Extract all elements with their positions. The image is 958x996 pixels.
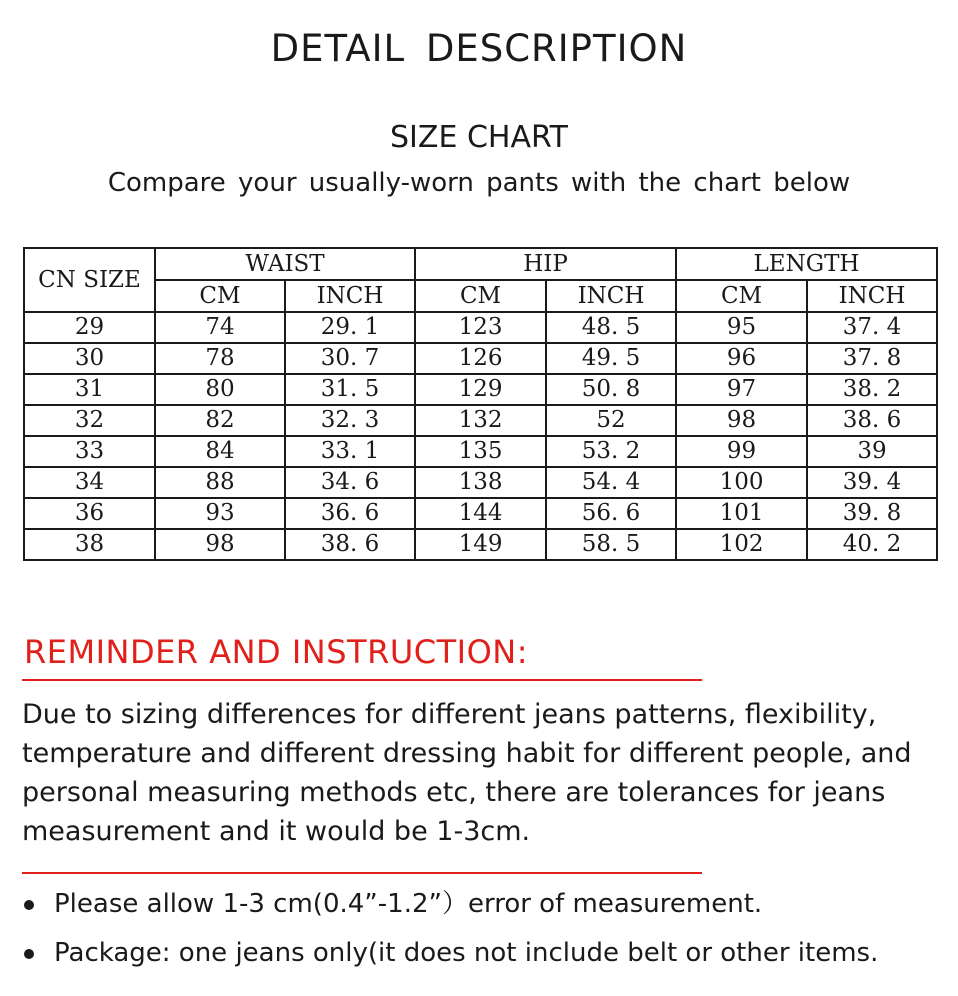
waist-cm-cell: 74 [155,312,285,343]
table-row [24,343,937,374]
bullet-icon [24,900,34,910]
waist-cm-cell: 98 [155,529,285,560]
waist-cm-cell: 80 [155,374,285,405]
waist-cm-cell: 88 [155,467,285,498]
note-text: Please allow 1-3 cm(0.4”-1.2”）error of measurement. [54,889,763,919]
note-text: Package: one jeans only(it does not include belt or other items. [54,938,879,968]
header-row-groups [24,248,937,280]
hip-cm-cell: 126 [415,343,546,374]
notes-list [22,886,952,984]
header-hip-inch: INCH [546,280,676,312]
reminder-text: Due to sizing differences for different jeans patterns, flexibility, temperature and different dressing habit for different people, and personal measuring methods etc, there are tolerances for jeans measurement and it would be 1-3cm. [22,699,912,847]
header-row-units [24,280,937,312]
bullet-icon [24,949,34,959]
size-cell: 29 [24,312,155,343]
header-cn-size: CN SIZE [24,248,155,312]
table-row [24,436,937,467]
hip-cm-cell: 149 [415,529,546,560]
waist-inch-cell: 30. 7 [285,343,415,374]
header-hip: HIP [415,248,676,280]
size-cell: 34 [24,467,155,498]
hip-inch-cell: 48. 5 [546,312,676,343]
size-chart-table [23,247,938,561]
size-chart-title: SIZE CHART [390,120,568,155]
hip-cm-cell: 129 [415,374,546,405]
size-cell: 38 [24,529,155,560]
waist-cm-cell: 84 [155,436,285,467]
table-row [24,498,937,529]
length-inch-cell: 39 [807,436,937,467]
waist-inch-cell: 36. 6 [285,498,415,529]
size-chart-header [24,248,937,312]
hip-inch-cell: 49. 5 [546,343,676,374]
header-length-inch: INCH [807,280,937,312]
length-inch-cell: 38. 6 [807,405,937,436]
size-cell: 30 [24,343,155,374]
waist-inch-cell: 34. 6 [285,467,415,498]
hip-inch-cell: 50. 8 [546,374,676,405]
hip-inch-cell: 53. 2 [546,436,676,467]
length-inch-cell: 39. 8 [807,498,937,529]
waist-inch-cell: 32. 3 [285,405,415,436]
table-row [24,374,937,405]
length-inch-cell: 40. 2 [807,529,937,560]
reminder-title: REMINDER AND INSTRUCTION: [24,633,528,671]
hip-cm-cell: 138 [415,467,546,498]
size-cell: 36 [24,498,155,529]
size-chart-body [24,312,937,560]
length-cm-cell: 99 [676,436,807,467]
hip-inch-cell: 58. 5 [546,529,676,560]
waist-inch-cell: 31. 5 [285,374,415,405]
hip-cm-cell: 144 [415,498,546,529]
header-waist-inch: INCH [285,280,415,312]
waist-inch-cell: 38. 6 [285,529,415,560]
length-inch-cell: 37. 8 [807,343,937,374]
note-item [22,886,952,922]
header-length: LENGTH [676,248,937,280]
header-hip-cm: CM [415,280,546,312]
size-cell: 33 [24,436,155,467]
hip-inch-cell: 52 [546,405,676,436]
reminder-divider-bottom [22,872,702,874]
table-row [24,312,937,343]
waist-cm-cell: 78 [155,343,285,374]
waist-cm-cell: 82 [155,405,285,436]
reminder-divider-top [22,679,702,681]
table-row [24,467,937,498]
hip-cm-cell: 135 [415,436,546,467]
header-waist: WAIST [155,248,415,280]
length-cm-cell: 102 [676,529,807,560]
waist-inch-cell: 29. 1 [285,312,415,343]
note-item [22,935,952,971]
page-title: DETAIL DESCRIPTION [270,27,688,70]
header-waist-cm: CM [155,280,285,312]
length-cm-cell: 95 [676,312,807,343]
length-cm-cell: 98 [676,405,807,436]
table-row [24,529,937,560]
waist-inch-cell: 33. 1 [285,436,415,467]
length-inch-cell: 39. 4 [807,467,937,498]
size-chart-subtitle: Compare your usually-worn pants with the chart below [107,168,851,198]
size-cell: 32 [24,405,155,436]
hip-inch-cell: 56. 6 [546,498,676,529]
header-length-cm: CM [676,280,807,312]
length-cm-cell: 96 [676,343,807,374]
length-inch-cell: 37. 4 [807,312,937,343]
length-cm-cell: 100 [676,467,807,498]
table-row [24,405,937,436]
hip-cm-cell: 132 [415,405,546,436]
length-cm-cell: 101 [676,498,807,529]
hip-cm-cell: 123 [415,312,546,343]
size-cell: 31 [24,374,155,405]
length-cm-cell: 97 [676,374,807,405]
waist-cm-cell: 93 [155,498,285,529]
length-inch-cell: 38. 2 [807,374,937,405]
hip-inch-cell: 54. 4 [546,467,676,498]
